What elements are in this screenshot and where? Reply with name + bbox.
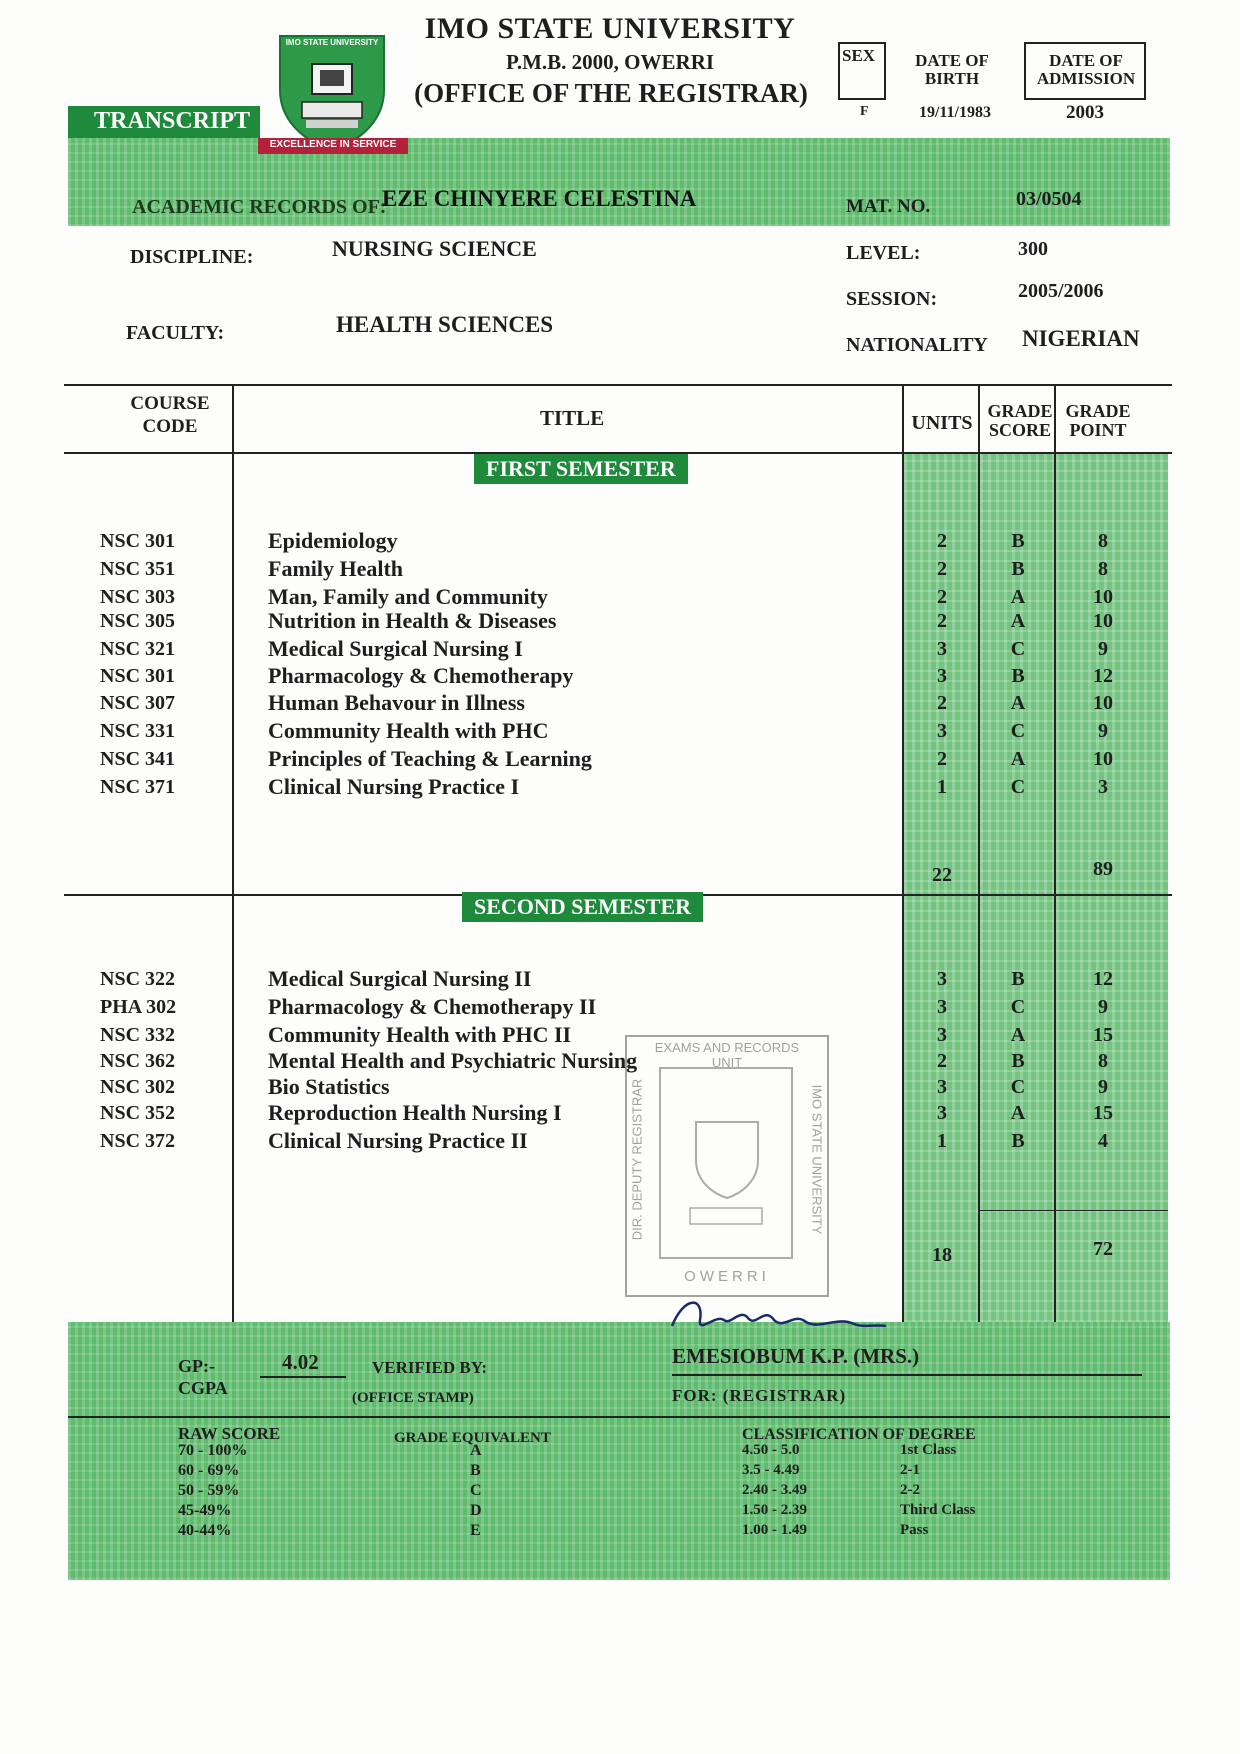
course-grade: A xyxy=(1010,1024,1026,1046)
grade-equivalent: E xyxy=(470,1522,481,1539)
course-units: 1 xyxy=(937,1130,947,1152)
grade-equivalent: C xyxy=(470,1482,482,1499)
course-title: Medical Surgical Nursing I xyxy=(268,636,523,661)
course-grade: C xyxy=(1010,638,1026,660)
raw-score-label: RAW SCORE xyxy=(178,1424,281,1443)
logo-banner-text: IMO STATE UNIVERSITY xyxy=(285,38,379,47)
course-code: NSC 371 xyxy=(100,776,176,798)
dob-value: 19/11/1983 xyxy=(918,104,991,121)
first-semester-total-points: 89 xyxy=(1093,858,1113,880)
course-units: 2 xyxy=(937,610,947,632)
first-semester-total-units: 22 xyxy=(932,864,952,886)
course-title: Reproduction Health Nursing I xyxy=(268,1100,562,1125)
course-grade-point: 15 xyxy=(1093,1024,1113,1046)
course-grade: B xyxy=(1011,558,1025,580)
course-units: 2 xyxy=(937,586,947,608)
course-code: NSC 302 xyxy=(100,1076,176,1098)
course-grade-point: 10 xyxy=(1093,692,1113,714)
sex-value: F xyxy=(860,104,869,119)
course-units: 3 xyxy=(937,720,947,742)
course-grade-point: 10 xyxy=(1093,586,1113,608)
course-grade: B xyxy=(1011,1050,1025,1072)
course-units: 3 xyxy=(937,996,947,1018)
course-code: NSC 372 xyxy=(100,1130,176,1152)
official-stamp xyxy=(622,1032,832,1300)
degree-class: 1st Class xyxy=(900,1442,957,1458)
gp-range: 1.50 - 2.39 xyxy=(742,1502,807,1518)
degree-class: 2-2 xyxy=(900,1482,920,1498)
course-units: 3 xyxy=(937,1102,947,1124)
transcript-tag xyxy=(68,106,260,138)
nationality-label: NATIONALITY xyxy=(846,334,988,356)
course-code: NSC 362 xyxy=(100,1050,176,1072)
course-title: Pharmacology & Chemotherapy xyxy=(268,663,574,688)
course-units: 2 xyxy=(937,558,947,580)
course-code: NSC 307 xyxy=(100,692,176,714)
course-title: Pharmacology & Chemotherapy II xyxy=(268,994,597,1019)
course-units: 3 xyxy=(937,968,947,990)
raw-score: 40-44% xyxy=(178,1522,232,1539)
course-code: NSC 305 xyxy=(100,610,176,632)
course-grade: A xyxy=(1010,692,1026,714)
nationality-value: NIGERIAN xyxy=(1022,326,1140,351)
bio-box xyxy=(838,42,1144,98)
course-grade-point: 10 xyxy=(1093,610,1113,632)
course-title: Bio Statistics xyxy=(268,1074,390,1099)
course-title: Family Health xyxy=(268,556,404,581)
motto-banner xyxy=(258,138,408,154)
course-units: 3 xyxy=(937,638,947,660)
col-header-course-code: COURSE CODE xyxy=(130,393,210,437)
course-title: Clinical Nursing Practice II xyxy=(268,1128,528,1153)
course-code: NSC 301 xyxy=(100,665,176,687)
course-grade: A xyxy=(1010,610,1026,632)
course-grade-point: 9 xyxy=(1098,996,1108,1018)
grade-equivalent: A xyxy=(470,1442,482,1459)
course-units: 1 xyxy=(937,776,947,798)
gp-range: 4.50 - 5.0 xyxy=(742,1442,800,1458)
col-header-grade-point: GRADE POINT xyxy=(1065,401,1131,440)
course-grade-point: 10 xyxy=(1093,748,1113,770)
stamp-left-text: DIR. DEPUTY REGISTRAR xyxy=(629,1078,645,1241)
cgpa-label: CGPA xyxy=(178,1378,228,1398)
course-units: 3 xyxy=(937,1076,947,1098)
course-units: 2 xyxy=(937,530,947,552)
course-grade-point: 4 xyxy=(1098,1130,1108,1152)
course-title: Medical Surgical Nursing II xyxy=(268,966,532,991)
second-semester-total-points: 72 xyxy=(1093,1238,1113,1260)
course-code: NSC 321 xyxy=(100,638,176,660)
course-grade-point: 8 xyxy=(1098,558,1108,580)
course-title: Community Health with PHC II xyxy=(268,1022,572,1047)
course-title: Community Health with PHC xyxy=(268,718,549,743)
for-registrar-label: FOR: (REGISTRAR) xyxy=(672,1386,847,1405)
course-code: NSC 301 xyxy=(100,530,176,552)
course-title: Man, Family and Community xyxy=(268,584,548,609)
course-code: NSC 322 xyxy=(100,968,176,990)
course-title: Human Behavour in Illness xyxy=(268,690,525,715)
faculty-label: FACULTY: xyxy=(126,322,225,344)
raw-score: 50 - 59% xyxy=(178,1482,240,1499)
student-name: EZE CHINYERE CELESTINA xyxy=(382,186,697,211)
dob-label: DATE OF BIRTH xyxy=(915,51,989,88)
sex-label: SEX xyxy=(842,46,876,65)
course-code: NSC 331 xyxy=(100,720,176,742)
grade-equivalent: D xyxy=(470,1502,482,1519)
office-stamp-label: (OFFICE STAMP) xyxy=(352,1390,474,1406)
academic-records-label: ACADEMIC RECORDS OF: xyxy=(132,196,387,218)
second-semester-label: SECOND SEMESTER xyxy=(462,892,703,922)
course-grade-point: 9 xyxy=(1098,638,1108,660)
session-value: 2005/2006 xyxy=(1018,280,1104,302)
course-title: Epidemiology xyxy=(268,528,398,553)
course-grade: C xyxy=(1010,996,1026,1018)
course-units: 2 xyxy=(937,692,947,714)
discipline-label: DISCIPLINE: xyxy=(130,246,254,268)
course-title: Principles of Teaching & Learning xyxy=(268,746,592,771)
mat-no-value: 03/0504 xyxy=(1016,188,1082,210)
course-grade-point: 9 xyxy=(1098,1076,1108,1098)
raw-score: 45-49% xyxy=(178,1502,232,1519)
degree-class: Pass xyxy=(900,1522,929,1538)
stamp-bottom-text: OWERRI xyxy=(684,1268,770,1285)
course-code: NSC 332 xyxy=(100,1024,176,1046)
course-grade-point: 15 xyxy=(1093,1102,1113,1124)
session-label: SESSION: xyxy=(846,288,938,310)
units-column-bg xyxy=(904,454,978,1322)
col-header-title: TITLE xyxy=(540,406,605,430)
admission-label: DATE OF ADMISSION xyxy=(1036,51,1136,88)
gp-range: 1.00 - 1.49 xyxy=(742,1522,807,1538)
course-grade: B xyxy=(1011,665,1025,687)
course-grade-point: 9 xyxy=(1098,720,1108,742)
second-semester-total-units: 18 xyxy=(932,1244,952,1266)
degree-class: Third Class xyxy=(900,1502,976,1518)
course-grade: A xyxy=(1010,1102,1026,1124)
course-grade-point: 3 xyxy=(1098,776,1108,798)
university-logo xyxy=(272,30,392,152)
col-header-grade-score: GRADE SCORE xyxy=(987,401,1053,440)
gp-range: 2.40 - 3.49 xyxy=(742,1482,807,1498)
col-header-units: UNITS xyxy=(911,412,973,434)
level-label: LEVEL: xyxy=(846,242,921,264)
course-title: Nutrition in Health & Diseases xyxy=(268,608,557,633)
course-code: NSC 303 xyxy=(100,586,176,608)
mat-no-label: MAT. NO. xyxy=(846,196,931,217)
course-grade: B xyxy=(1011,530,1025,552)
office-of-registrar: (OFFICE OF THE REGISTRAR) xyxy=(414,78,808,108)
raw-score: 70 - 100% xyxy=(178,1442,248,1459)
signatory-name: EMESIOBUM K.P. (MRS.) xyxy=(672,1344,920,1368)
course-units: 3 xyxy=(937,665,947,687)
grade-equivalent: B xyxy=(470,1462,481,1479)
course-grade-point: 8 xyxy=(1098,1050,1108,1072)
signature xyxy=(664,1290,894,1342)
course-grade: A xyxy=(1010,748,1026,770)
course-title: Mental Health and Psychiatric Nursing xyxy=(268,1048,638,1073)
course-grade-point: 12 xyxy=(1093,665,1113,687)
course-code: NSC 351 xyxy=(100,558,176,580)
course-units: 3 xyxy=(937,1024,947,1046)
course-grade: C xyxy=(1010,720,1026,742)
course-grade: B xyxy=(1011,968,1025,990)
grade-equivalent-label: GRADE EQUIVALENT xyxy=(394,1430,551,1446)
course-code: NSC 341 xyxy=(100,748,176,770)
course-code: NSC 352 xyxy=(100,1102,176,1124)
course-grade: C xyxy=(1010,776,1026,798)
motto-text: EXCELLENCE IN SERVICE xyxy=(269,139,397,150)
first-semester-label: FIRST SEMESTER xyxy=(474,454,688,484)
course-grade: C xyxy=(1010,1076,1026,1098)
gp-label: GP:- xyxy=(178,1356,215,1376)
transcript-tag-label: TRANSCRIPT xyxy=(94,108,251,134)
level-value: 300 xyxy=(1018,238,1048,260)
discipline-value: NURSING SCIENCE xyxy=(332,236,537,261)
classification-label: CLASSIFICATION OF DEGREE xyxy=(742,1426,976,1443)
course-code: PHA 302 xyxy=(100,996,177,1018)
verified-by-label: VERIFIED BY: xyxy=(372,1358,488,1377)
raw-score: 60 - 69% xyxy=(178,1462,240,1479)
admission-value: 2003 xyxy=(1066,102,1104,123)
course-units: 2 xyxy=(937,748,947,770)
course-grade-point: 12 xyxy=(1093,968,1113,990)
course-grade: A xyxy=(1010,586,1026,608)
university-address: P.M.B. 2000, OWERRI xyxy=(505,50,715,74)
grade-score-column-bg xyxy=(980,454,1054,1322)
course-units: 2 xyxy=(937,1050,947,1072)
course-grade: B xyxy=(1011,1130,1025,1152)
course-title: Clinical Nursing Practice I xyxy=(268,774,520,799)
stamp-right-text: IMO STATE UNIVERSITY xyxy=(809,1084,825,1235)
faculty-value: HEALTH SCIENCES xyxy=(336,312,554,337)
stamp-top-text: EXAMS AND RECORDS UNIT xyxy=(654,1040,800,1070)
grade-point-column-bg xyxy=(1056,454,1168,1322)
degree-class: 2-1 xyxy=(900,1462,920,1478)
gp-value: 4.02 xyxy=(282,1350,319,1374)
gp-range: 3.5 - 4.49 xyxy=(742,1462,800,1478)
course-grade-point: 8 xyxy=(1098,530,1108,552)
university-name: IMO STATE UNIVERSITY xyxy=(424,12,796,45)
